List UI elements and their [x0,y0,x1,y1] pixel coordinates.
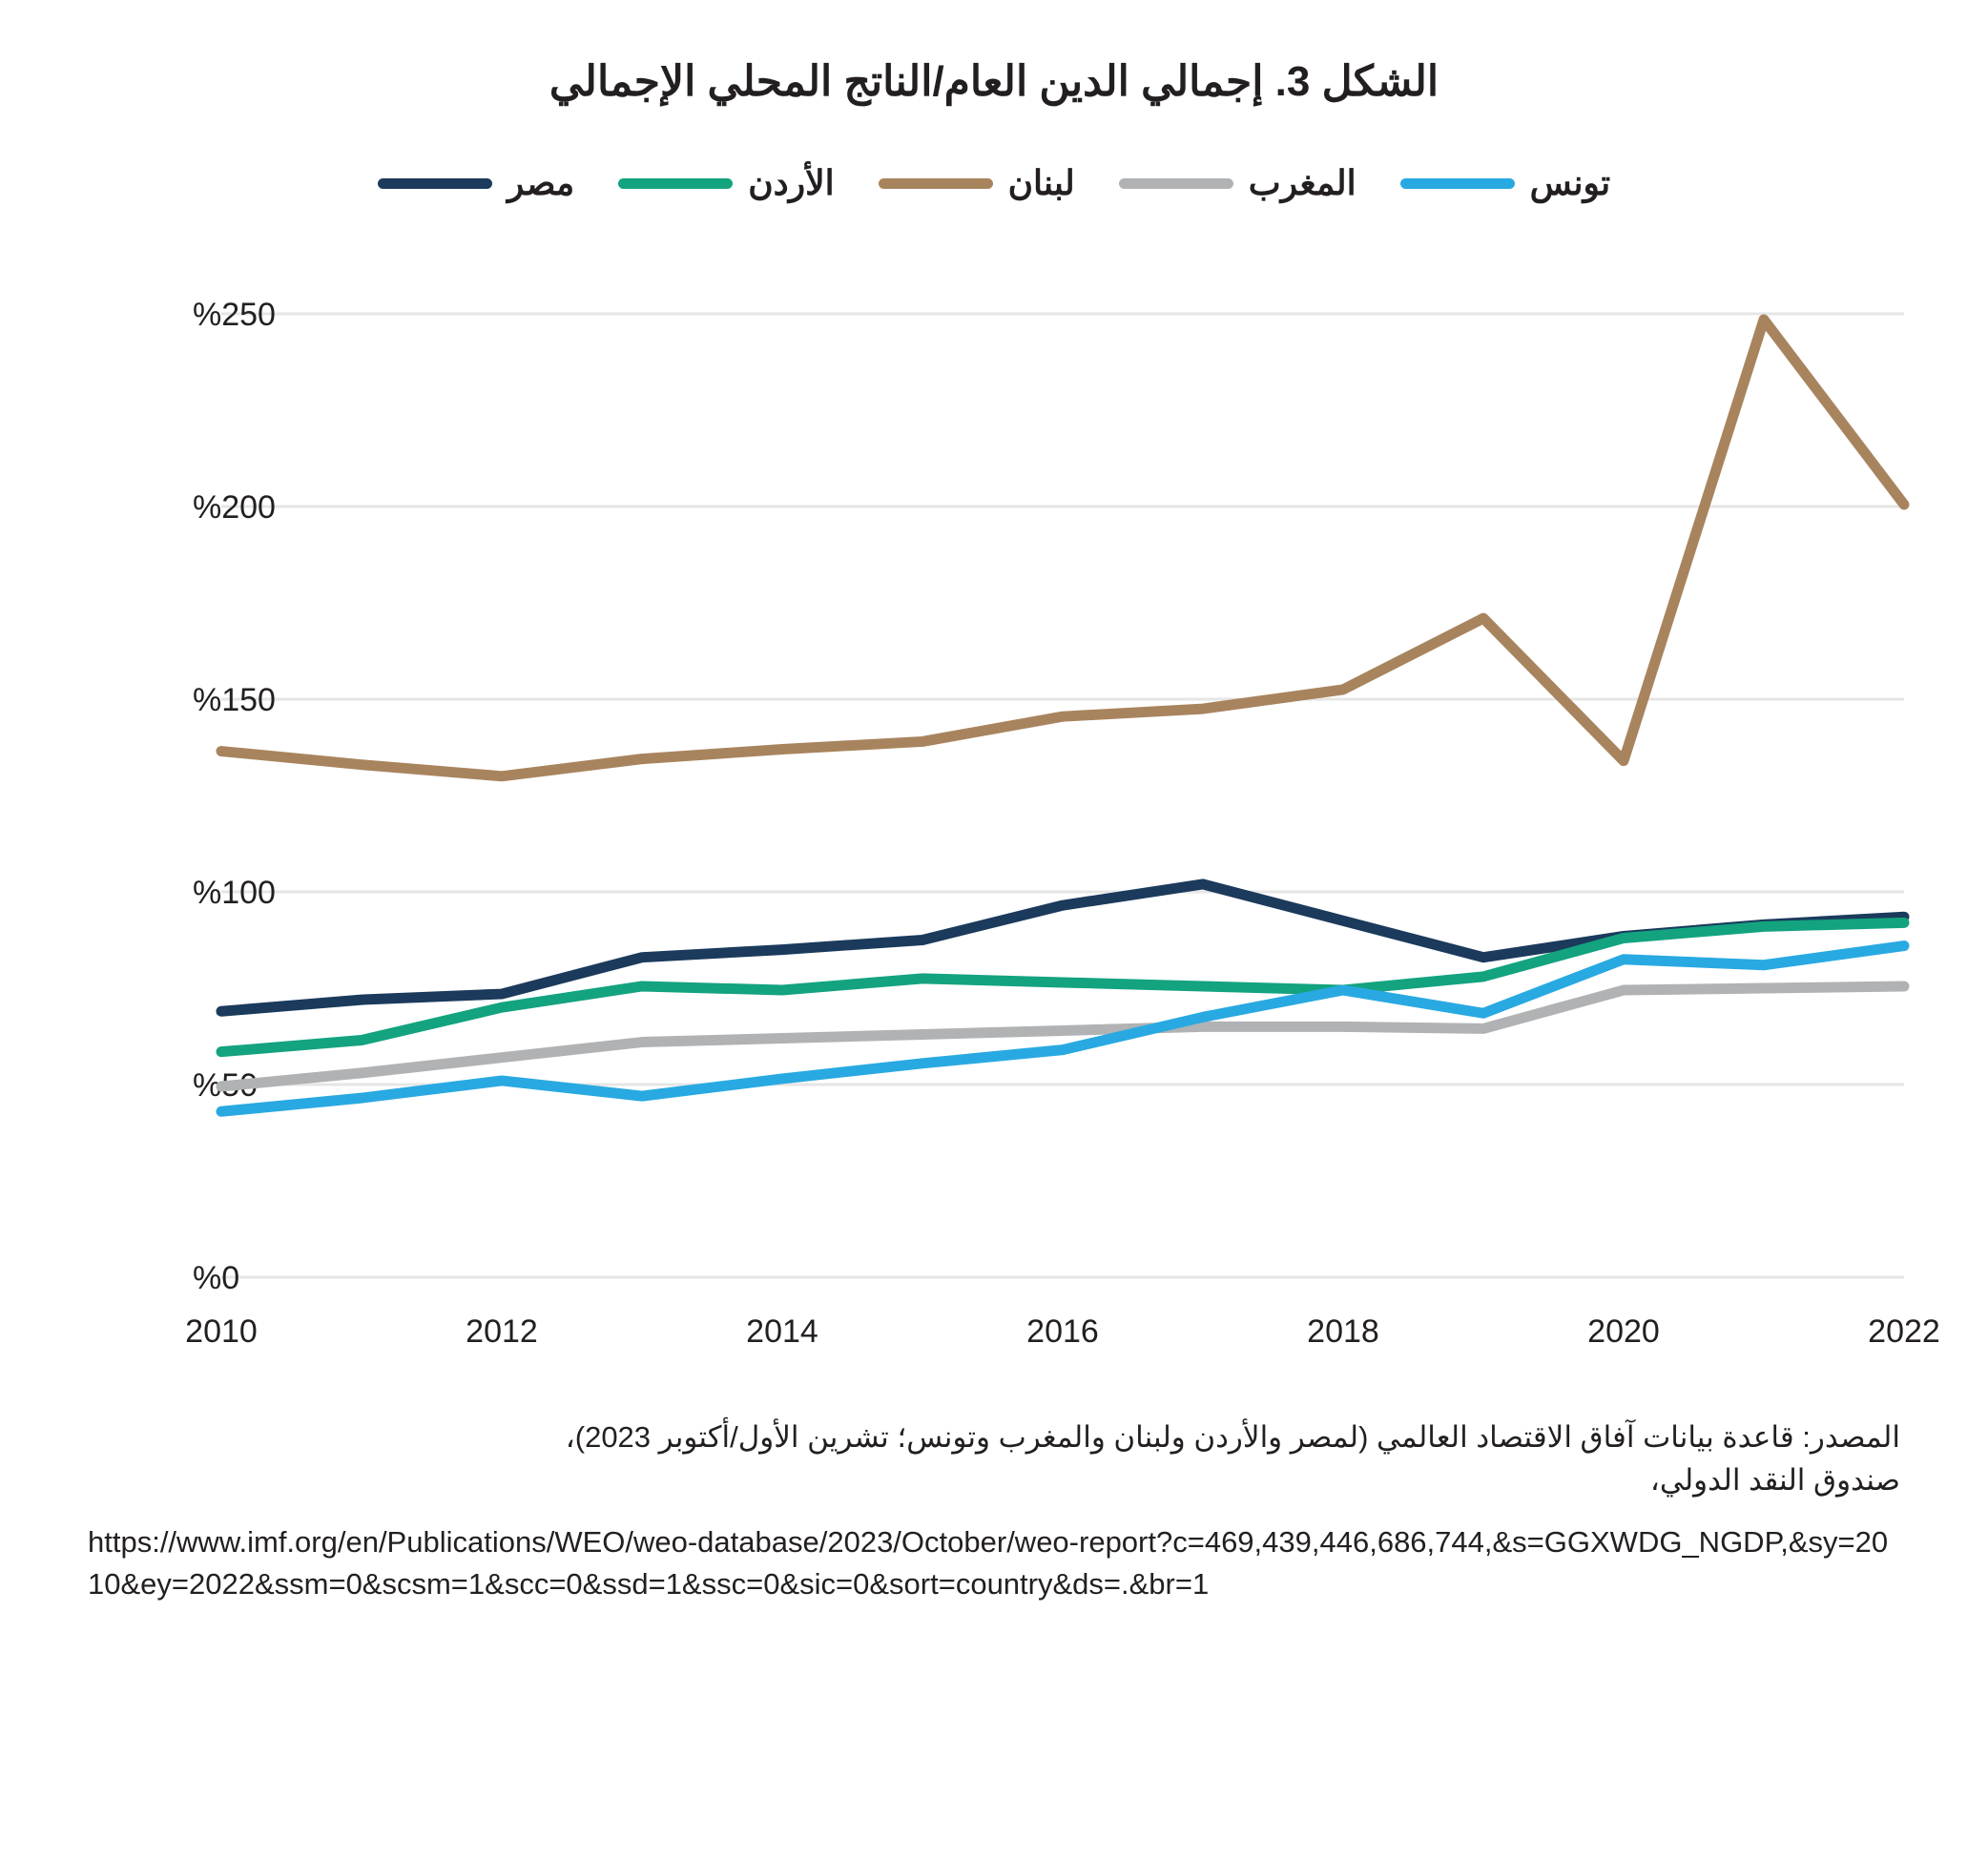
x-tick-label: 2016 [1026,1313,1099,1350]
legend-swatch-egypt [378,178,492,189]
y-tick-label: %50 [193,1067,259,1104]
source-url: https://www.imf.org/en/Publications/WEO/weo-database/2023/October/weo-report?c=469,439,446,686,744,&s=GGXWDG_NGDP,&sy=2010&ey=2022&ssm=0&scsm=1&scc=0&ssd=1&ssc=0&sic=0&sort=country&ds=.&br=1 [88,1524,1889,1601]
legend-item [1400,163,1611,203]
x-tick-label: 2022 [1868,1313,1940,1350]
legend-label-morocco: المغرب [1248,163,1356,202]
legend-label-tunisia: تونس [1529,163,1611,202]
legend-item [378,163,574,203]
x-tick-label: 2014 [746,1313,818,1350]
chart-legend [0,163,1988,203]
legend-label-lebanon: لبنان [1007,163,1075,202]
x-tick-label: 2020 [1587,1313,1660,1350]
y-tick-label: %200 [193,489,276,526]
y-tick-label: %150 [193,682,276,718]
source-line-2: صندوق النقد الدولي، [1649,1462,1900,1497]
y-tick-label: %100 [193,875,276,911]
y-tick-label: %250 [193,297,276,333]
chart-plot-area [0,238,1988,1411]
legend-swatch-morocco [1119,178,1233,189]
legend-label-jordan: الأردن [748,163,835,202]
figure-title: الشكل 3. إجمالي الدين العام/الناتج المحلي الإجمالي [549,58,1439,105]
x-tick-label: 2012 [466,1313,538,1350]
source-line-1: المصدر: قاعدة بيانات آفاق الاقتصاد العالمي (لمصر والأردن ولبنان والمغرب وتونس؛ تشرين الأول/أكتوبر 2023)، [565,1420,1900,1454]
x-tick-label: 2010 [185,1313,258,1350]
line-chart-svg [0,238,1988,1411]
legend-swatch-tunisia [1400,178,1515,189]
legend-label-egypt: مصر [507,163,575,202]
legend-swatch-lebanon [879,178,993,189]
legend-item [1119,163,1356,203]
legend-item [618,163,834,203]
source-note [0,1416,1988,1605]
legend-item [879,163,1075,203]
legend-swatch-jordan [618,178,733,189]
y-tick-label: %0 [193,1260,240,1296]
x-tick-label: 2018 [1307,1313,1379,1350]
series-line [221,320,1904,776]
series-line [221,986,1904,1086]
